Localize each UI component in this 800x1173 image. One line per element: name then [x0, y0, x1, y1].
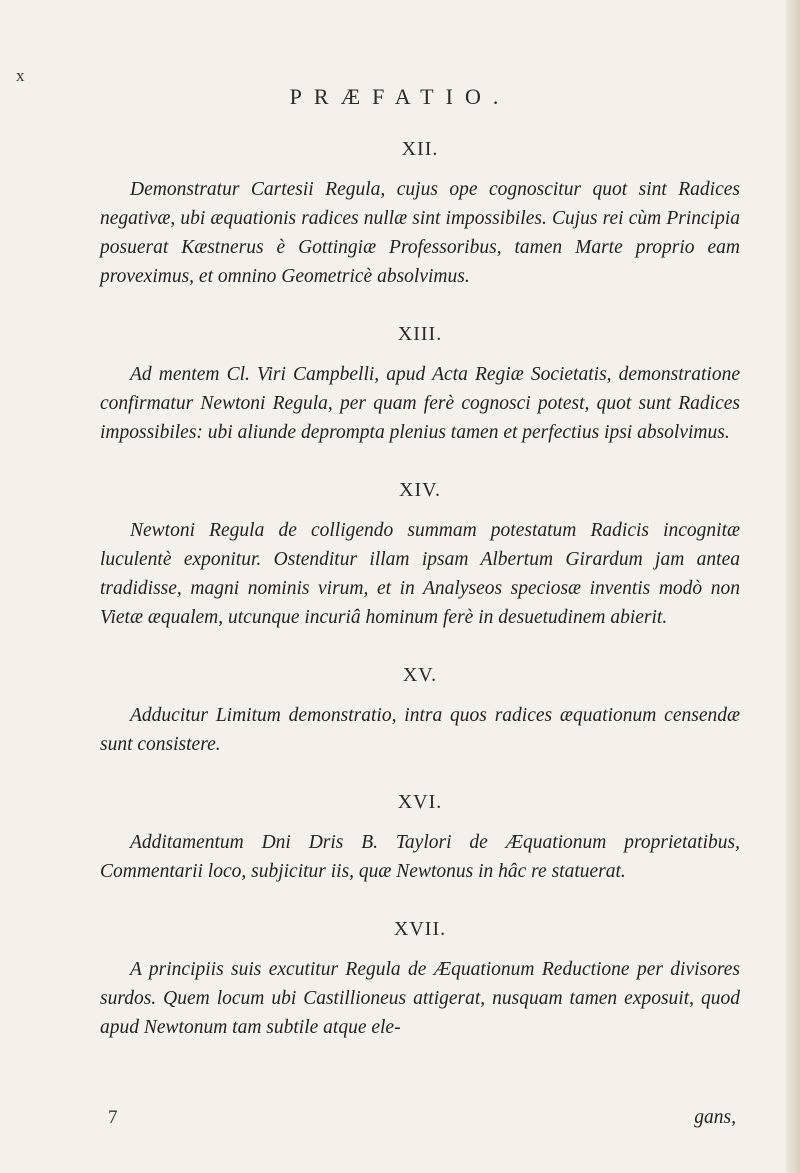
section-numeral: XVII. [393, 918, 447, 940]
section-text: Additamentum Dni Dris B. Taylori de Æquationum proprietatibus, Commentarii loco, subjicitur iis, quæ Newtonus in hâc re statuerat. [100, 832, 740, 882]
page-edge [786, 0, 800, 1173]
section-text: Adducitur Limitum demonstratio, intra quos radices æquationum censendæ sunt consistere. [100, 705, 740, 755]
catchword: gans, [694, 1107, 736, 1128]
section-numeral: XIII. [397, 323, 443, 345]
section-13 [100, 323, 740, 447]
section-text: Demonstratur Cartesii Regula, cujus ope cognoscitur quot sint Radices negativæ, ubi æquationis radices nullæ sint impossibiles. Cujus rei cùm Principia posuerat Kæstnerus è Gottingiæ Professoribus, tamen Marte proprio eam proveximus, et omnino Geometricè absolvimus. [100, 179, 740, 287]
section-text: Newtoni Regula de colligendo summam potestatum Radicis incognitæ luculentè exponitur. Ostenditur illam ipsam Albertum Girardum jam antea tradidisse, magni nominis virum, et in Analyseos speciosæ inventis modò non Vietæ æqualem, utcunque incuriâ hominum ferè in desuetudinem abierit. [100, 520, 740, 628]
section-text: A principiis suis excutitur Regula de Æquationum Reductione per divisores surdos. Quem locum ubi Castillioneus attigerat, nusquam tamen exposuit, quod apud Newtonum tam subtile atque ele- [100, 959, 740, 1038]
section-14 [100, 479, 740, 632]
signature-mark: 7 [108, 1107, 118, 1128]
section-numeral: XVI. [397, 791, 443, 813]
section-numeral: XV. [402, 664, 438, 686]
page-footer [100, 1107, 740, 1137]
page-body [100, 138, 740, 1042]
section-numeral: XII. [401, 138, 439, 160]
section-12 [100, 138, 740, 291]
section-numeral: XIV. [399, 479, 441, 501]
section-text: Ad mentem Cl. Viri Campbelli, apud Acta Regiæ Societatis, demonstratione confirmatur Newtoni Regula, per quam ferè cognosci potest, quot sunt Radices impossibiles: ubi aliunde deprompta plenius tamen et perfectius ipsi absolvimus. [100, 364, 740, 443]
running-head: PRÆFATIO. [289, 84, 511, 109]
section-15 [100, 664, 740, 759]
margin-mark: x [16, 66, 25, 85]
section-17 [100, 918, 740, 1042]
section-16 [100, 791, 740, 886]
